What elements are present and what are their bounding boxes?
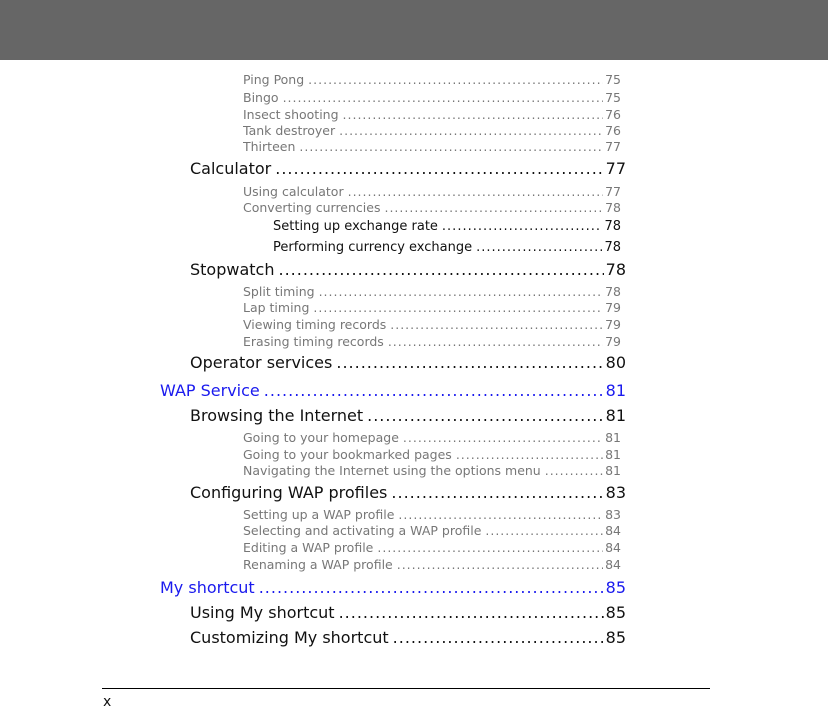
toc-entry-page: 81: [605, 381, 626, 400]
toc-section-link[interactable]: [160, 577, 626, 599]
toc-entry[interactable]: [243, 184, 621, 200]
toc-entry[interactable]: [243, 284, 621, 300]
toc-entry-page: 78: [604, 219, 621, 234]
leader-dots: [283, 90, 604, 106]
toc-entry-title: Operator services: [190, 353, 333, 372]
toc-entry-title: Going to your bookmarked pages: [243, 447, 452, 462]
leader-dots: [278, 259, 603, 281]
toc-entry-page: 75: [605, 90, 621, 105]
toc-entry[interactable]: [243, 90, 621, 106]
leader-dots: [343, 107, 604, 123]
toc-entry-title: Ping Pong: [243, 72, 305, 87]
leader-dots: [336, 352, 603, 374]
toc-entry[interactable]: [243, 200, 621, 216]
footer-rule: [102, 688, 710, 689]
leader-dots: [339, 602, 604, 624]
toc-entry[interactable]: [243, 107, 621, 123]
leader-dots: [476, 239, 602, 257]
leader-dots: [442, 218, 603, 236]
toc-entry-title: Stopwatch: [190, 260, 275, 279]
toc-entry-page: 81: [605, 463, 621, 478]
toc-entry-title: Converting currencies: [243, 200, 381, 215]
toc-entry-title: Bingo: [243, 90, 279, 105]
toc-entry[interactable]: [243, 317, 621, 333]
leader-dots: [397, 557, 603, 573]
toc-entry[interactable]: [190, 352, 626, 374]
toc-entry-title: Using calculator: [243, 184, 344, 199]
toc-entry-page: 85: [605, 578, 626, 597]
toc-entry-title: Lap timing: [243, 300, 310, 315]
toc-entry-title: Split timing: [243, 284, 315, 299]
toc-entry-title: Calculator: [190, 159, 272, 178]
toc-entry-page: 79: [605, 317, 621, 332]
leader-dots: [348, 184, 604, 200]
toc-entry[interactable]: [243, 557, 621, 573]
toc-entry-page: 81: [605, 430, 621, 445]
toc-entry-page: 79: [605, 300, 621, 315]
toc-entry[interactable]: [243, 523, 621, 539]
leader-dots: [388, 334, 603, 350]
toc-entry-title: Tank destroyer: [243, 123, 336, 138]
leader-dots: [264, 380, 604, 402]
leader-dots: [319, 284, 604, 300]
toc-entry-page: 78: [605, 284, 621, 299]
leader-dots: [456, 447, 603, 463]
toc-entry[interactable]: [243, 430, 621, 446]
toc-entry-page: 79: [605, 334, 621, 349]
toc-section-link[interactable]: [160, 380, 626, 402]
toc-entry-title: Viewing timing records: [243, 317, 387, 332]
toc-entry-page: 83: [605, 507, 621, 522]
leader-dots: [393, 627, 604, 649]
toc-entry-page: 76: [605, 123, 621, 138]
toc-entry-title: Configuring WAP profiles: [190, 483, 388, 502]
toc-entry-page: 83: [605, 483, 626, 502]
toc-entry-page: 77: [605, 139, 621, 154]
toc-entry-page: 75: [605, 72, 621, 87]
toc-entry[interactable]: [243, 139, 621, 155]
leader-dots: [377, 540, 603, 556]
toc-entry[interactable]: [243, 123, 621, 139]
toc-entry-title: Performing currency exchange: [273, 240, 473, 255]
toc-entry[interactable]: [190, 405, 626, 427]
toc-entry[interactable]: [190, 627, 626, 649]
toc-entry[interactable]: [243, 540, 621, 556]
toc-entry[interactable]: [243, 507, 621, 523]
toc-entry[interactable]: [190, 158, 626, 180]
toc-entry-title: Customizing My shortcut: [190, 628, 389, 647]
leader-dots: [313, 300, 603, 316]
leader-dots: [299, 139, 603, 155]
toc-entry-title: Browsing the Internet: [190, 406, 364, 425]
leader-dots: [398, 507, 603, 523]
leader-dots: [403, 430, 603, 446]
toc-entry-page: 77: [605, 159, 626, 178]
toc-entry-title: Editing a WAP profile: [243, 540, 374, 555]
leader-dots: [259, 577, 604, 599]
toc-entry-title: Erasing timing records: [243, 334, 384, 349]
toc-entry-page: 85: [605, 603, 626, 622]
toc-entry[interactable]: [190, 259, 626, 281]
leader-dots: [390, 317, 603, 333]
leader-dots: [275, 158, 603, 180]
toc-entry[interactable]: [243, 334, 621, 350]
toc-entry-title: Going to your homepage: [243, 430, 399, 445]
toc-entry-title: Renaming a WAP profile: [243, 557, 393, 572]
toc-entry-page: 78: [605, 260, 626, 279]
toc-entry-page: 84: [605, 523, 621, 538]
toc-entry[interactable]: [190, 482, 626, 504]
toc-entry[interactable]: [243, 72, 621, 88]
toc-entry-page: 81: [605, 447, 621, 462]
toc-entry-page: 84: [605, 557, 621, 572]
toc-entry-page: 80: [605, 353, 626, 372]
toc-entry[interactable]: [273, 218, 621, 236]
toc-entry[interactable]: [190, 602, 626, 624]
leader-dots: [308, 72, 603, 88]
leader-dots: [545, 463, 603, 479]
toc-entry-page: 81: [605, 406, 626, 425]
toc-entry[interactable]: [273, 239, 621, 257]
toc-entry-page: 78: [605, 200, 621, 215]
toc-entry[interactable]: [243, 447, 621, 463]
toc-entry-title: Using My shortcut: [190, 603, 335, 622]
toc-entry-page: 85: [605, 628, 626, 647]
leader-dots: [485, 523, 603, 539]
leader-dots: [339, 123, 603, 139]
toc-entry-title: Thirteen: [243, 139, 296, 154]
leader-dots: [391, 482, 603, 504]
toc-entry-title: Setting up a WAP profile: [243, 507, 395, 522]
page-number: x: [103, 694, 112, 710]
toc-entry[interactable]: [243, 300, 621, 316]
toc-entry-title: My shortcut: [160, 578, 255, 597]
toc-entry-title: Setting up exchange rate: [273, 219, 438, 234]
toc-entry-title: Insect shooting: [243, 107, 339, 122]
toc-entry-title: Navigating the Internet using the options menu: [243, 463, 541, 478]
toc-entry-page: 76: [605, 107, 621, 122]
toc-entry-page: 78: [604, 240, 621, 255]
toc-entry[interactable]: [243, 463, 621, 479]
toc-entry-title: Selecting and activating a WAP profile: [243, 523, 482, 538]
leader-dots: [367, 405, 604, 427]
toc-entry-page: 84: [605, 540, 621, 555]
leader-dots: [384, 200, 603, 216]
toc-entry-title: WAP Service: [160, 381, 260, 400]
toc-entry-page: 77: [605, 184, 621, 199]
